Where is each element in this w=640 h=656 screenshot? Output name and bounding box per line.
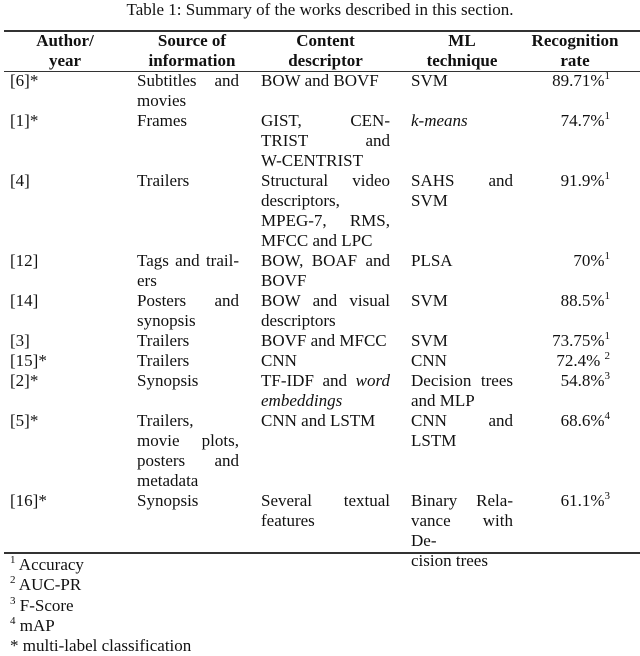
cell-line: SVM xyxy=(411,291,448,310)
cell-line: BOW and visual xyxy=(261,291,390,310)
cell-line: CNN xyxy=(411,351,447,370)
header-line: technique xyxy=(426,51,498,70)
cell-line: [4] xyxy=(10,171,30,190)
cell-line: [6]* xyxy=(10,71,39,90)
cell-line: vance with De- xyxy=(411,511,513,550)
cell-rate xyxy=(520,291,610,311)
header-ml xyxy=(411,31,513,71)
cell-line: BOW, BOAF and xyxy=(261,251,390,270)
footnote-mark: 4 xyxy=(10,614,16,627)
header-content xyxy=(261,31,390,71)
footnote xyxy=(10,636,191,656)
cell-source xyxy=(137,251,239,291)
rate-footnote-mark: 2 xyxy=(604,350,610,362)
cell-author xyxy=(10,331,110,351)
cell-rate xyxy=(520,411,610,431)
cell-line: Binary Rela- xyxy=(411,491,513,510)
cell-rate xyxy=(520,71,610,91)
cell-rate xyxy=(520,111,610,131)
cell-content xyxy=(261,111,390,171)
footnote xyxy=(10,596,74,616)
cell-source xyxy=(137,491,239,511)
rate-footnote-mark: 1 xyxy=(604,110,610,122)
cell-line: CNN and xyxy=(411,411,513,430)
cell-line: TRIST and xyxy=(261,131,390,150)
cell-ml xyxy=(411,411,513,451)
cell-rate xyxy=(520,371,610,391)
cell-content xyxy=(261,351,390,371)
cell-line: BOW and BOVF xyxy=(261,71,379,90)
cell-line: BOVF and MFCC xyxy=(261,331,387,350)
cell-content xyxy=(261,491,390,531)
rate-footnote-mark: 1 xyxy=(604,70,610,82)
cell-line: Posters and xyxy=(137,291,239,310)
header-line: Author/ xyxy=(36,31,94,50)
cell-ml xyxy=(411,331,513,351)
cell-ml xyxy=(411,71,513,91)
bottom-rule xyxy=(4,552,640,554)
cell-line: Synopsis xyxy=(137,491,199,510)
footnote-text: Accuracy xyxy=(15,555,84,574)
footnote-mark: * xyxy=(10,636,23,656)
cell-line: movie plots, xyxy=(137,431,239,450)
cell-source xyxy=(137,111,239,131)
footnote xyxy=(10,575,81,595)
header-line: Source of xyxy=(157,31,227,50)
cell-ml xyxy=(411,491,513,571)
cell-line: ers xyxy=(137,271,157,290)
cell-line: SAHS and xyxy=(411,171,513,190)
rate-footnote-mark: 1 xyxy=(604,250,610,262)
cell-ml xyxy=(411,251,513,271)
header-rate xyxy=(530,31,620,71)
rate-footnote-mark: 3 xyxy=(604,370,610,382)
cell-line: synopsis xyxy=(137,311,196,330)
cell-line: and MLP xyxy=(411,391,475,410)
cell-line: Several textual xyxy=(261,491,390,510)
cell-content xyxy=(261,411,390,431)
cell-line: movies xyxy=(137,91,187,110)
cell-line: embeddings xyxy=(261,391,343,410)
cell-ml xyxy=(411,171,513,211)
cell-source xyxy=(137,331,239,351)
footnote-mark: 2 xyxy=(10,574,16,587)
rate-value: 54.8% xyxy=(560,371,605,390)
rate-value: 68.6% xyxy=(560,411,605,430)
cell-author xyxy=(10,71,110,91)
cell-line: Decision trees xyxy=(411,371,513,390)
rate-value: 61.1% xyxy=(560,491,605,510)
rate-footnote-mark: 1 xyxy=(604,290,610,302)
cell-line: k-means xyxy=(411,111,468,130)
cell-content xyxy=(261,331,390,351)
cell-line: SVM xyxy=(411,71,448,90)
cell-content xyxy=(261,71,390,91)
cell-line: [16]* xyxy=(10,491,47,510)
cell-line: Tags and trail- xyxy=(137,251,239,270)
cell-line: SVM xyxy=(411,331,448,350)
cell-line: descriptors xyxy=(261,311,336,330)
header-line: rate xyxy=(560,51,590,70)
cell-author xyxy=(10,411,110,431)
cell-author xyxy=(10,491,110,511)
cell-source xyxy=(137,411,239,491)
rate-value: 89.71% xyxy=(552,71,605,90)
cell-author xyxy=(10,291,110,311)
cell-line: features xyxy=(261,511,315,530)
footnote-text: mAP xyxy=(15,615,55,635)
header-line: descriptor xyxy=(288,51,363,70)
cell-line: Synopsis xyxy=(137,371,199,390)
footnote xyxy=(10,616,55,636)
header-line: ML xyxy=(448,31,476,50)
footnote-text: AUC-PR xyxy=(15,575,82,595)
rate-value: 88.5% xyxy=(560,291,605,310)
rate-value: 73.75% xyxy=(552,331,605,350)
header-author xyxy=(20,31,110,71)
cell-line: [14] xyxy=(10,291,39,310)
cell-line: [1]* xyxy=(10,111,39,130)
cell-line: [3] xyxy=(10,331,30,350)
cell-line: Structural video xyxy=(261,171,390,190)
cell-line: Trailers, xyxy=(137,411,194,430)
header-line: Recognition xyxy=(531,31,619,50)
footnote xyxy=(10,555,84,575)
footnote-text: multi-label classification xyxy=(22,636,192,656)
cell-line: BOVF xyxy=(261,271,307,290)
rate-footnote-mark: 4 xyxy=(604,410,610,422)
cell-line: MFCC and LPC xyxy=(261,231,373,250)
cell-author xyxy=(10,371,110,391)
rate-value: 74.7% xyxy=(560,111,605,130)
cell-author xyxy=(10,111,110,131)
footnote-mark: 1 xyxy=(10,554,16,566)
cell-source xyxy=(137,371,239,391)
footnote-text: F-Score xyxy=(15,595,74,615)
cell-ml xyxy=(411,291,513,311)
cell-ml xyxy=(411,371,513,411)
cell-author xyxy=(10,251,110,271)
cell-line: LSTM xyxy=(411,431,457,450)
header-source xyxy=(137,31,247,71)
cell-line: W-CENTRIST xyxy=(261,151,363,170)
cell-line: CNN and LSTM xyxy=(261,411,376,430)
cell-line: TF-IDF and word xyxy=(261,371,390,390)
cell-ml xyxy=(411,351,513,371)
cell-line: Subtitles and xyxy=(137,71,239,90)
cell-source xyxy=(137,351,239,371)
header-line: information xyxy=(148,51,236,70)
cell-line: posters and xyxy=(137,451,239,470)
cell-line: PLSA xyxy=(411,251,453,270)
cell-line: Trailers xyxy=(137,331,190,350)
cell-line: [15]* xyxy=(10,351,47,370)
cell-author xyxy=(10,171,110,191)
cell-line: CNN xyxy=(261,351,297,370)
cell-source xyxy=(137,71,239,111)
cell-line: MPEG-7, RMS, xyxy=(261,211,390,230)
cell-line: [12] xyxy=(10,251,39,270)
cell-author xyxy=(10,351,110,371)
cell-line: Frames xyxy=(137,111,188,130)
rate-footnote-mark: 1 xyxy=(604,170,610,182)
rate-value: 72.4% xyxy=(556,351,605,370)
cell-rate xyxy=(520,331,610,351)
rate-value: 70% xyxy=(573,251,605,270)
cell-rate xyxy=(520,171,610,191)
cell-line: descriptors, xyxy=(261,191,340,210)
rate-footnote-mark: 1 xyxy=(604,330,610,342)
cell-content xyxy=(261,291,390,331)
cell-line: Trailers xyxy=(137,171,190,190)
cell-content xyxy=(261,171,390,251)
cell-rate xyxy=(520,251,610,271)
cell-source xyxy=(137,171,239,191)
cell-line: GIST, CEN- xyxy=(261,111,390,130)
rate-footnote-mark: 3 xyxy=(604,490,610,502)
cell-ml xyxy=(411,111,513,131)
cell-line: Trailers xyxy=(137,351,190,370)
cell-source xyxy=(137,291,239,331)
header-line: Content xyxy=(296,31,355,50)
cell-line: metadata xyxy=(137,471,199,490)
cell-rate xyxy=(520,351,610,371)
rate-value: 91.9% xyxy=(560,171,605,190)
header-line: year xyxy=(48,51,82,70)
footnote-mark: 3 xyxy=(10,594,16,607)
cell-rate xyxy=(520,491,610,511)
cell-line: cision trees xyxy=(411,551,488,570)
table-caption: Table 1: Summary of the works described in this section. xyxy=(126,0,514,19)
cell-line: [5]* xyxy=(10,411,39,430)
cell-content xyxy=(261,251,390,291)
cell-line: [2]* xyxy=(10,371,39,390)
cell-content xyxy=(261,371,390,411)
cell-line: SVM xyxy=(411,191,448,210)
